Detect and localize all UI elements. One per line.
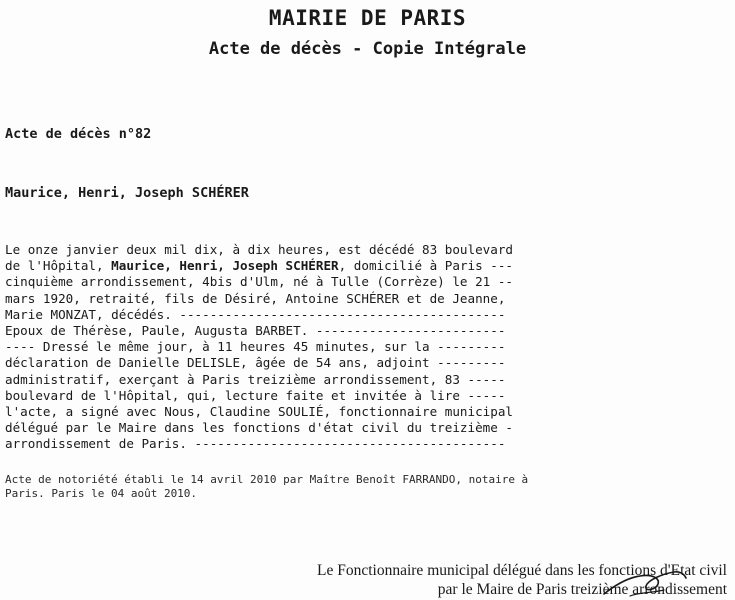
body-line: mars 1920, retraité, fils de Désiré, Antoine SCHÉRER et de Jeanne, — [5, 290, 506, 306]
note-line: Paris. Paris le 04 août 2010. — [5, 487, 198, 500]
body-line: ---- Dressé le même jour, à 11 heures 45 minutes, sur la --------- — [5, 339, 506, 355]
signature-caption-line2: par le Maire de Paris treizième arrondissement — [437, 581, 727, 598]
deceased-name-inline: Maurice, Henri, Joseph SCHÉRER — [111, 258, 339, 274]
note-line: Acte de notoriété établi le 14 avril 2010 par Maître Benoît FARRANDO, notaire à — [5, 473, 529, 486]
body-line — [5, 258, 615, 274]
document-title: MAIRIE DE PARIS — [268, 6, 467, 30]
body-line: Epoux de Thérèse, Paule, Augusta BARBET. ------------------------- — [5, 322, 506, 338]
body-line: déclaration de Danielle DELISLE, âgée de 54 ans, adjoint --------- — [5, 355, 506, 371]
body-line: l'acte, a signé avec Nous, Claudine SOULIÉ, fonctionnaire municipal — [5, 403, 513, 419]
body-line: administratif, exerçant à Paris treizième arrondissement, 83 ----- — [5, 371, 506, 387]
act-body — [5, 242, 615, 452]
body-line-text: de l'Hôpital, — [5, 258, 112, 274]
body-line: Le onze janvier deux mil dix, à dix heures, est décédé 83 boulevard — [5, 242, 513, 257]
body-line-text: , domicilié à Paris --- — [338, 258, 514, 274]
signature-caption-line1: Le Fonctionnaire municipal délégué dans les fonctions d'Etat civil — [317, 562, 727, 579]
body-line: Marie MONZAT, décédés. ------------------------------------------- — [5, 306, 506, 322]
body-line: arrondissement de Paris. ----------------------------------------- — [5, 436, 506, 452]
body-line: boulevard de l'Hôpital, qui, lecture faite et invitée à lire ----- — [5, 387, 506, 403]
body-line: cinquième arrondissement, 4bis d'Ulm, né à Tulle (Corrèze) le 21 -- — [5, 274, 513, 290]
deceased-full-name: Maurice, Henri, Joseph SCHÉRER — [5, 185, 249, 201]
document-subtitle: Acte de décès - Copie Intégrale — [208, 39, 527, 59]
body-line: délégué par le Maire dans les fonctions d'état civil du treizième - — [5, 420, 513, 436]
act-number: Acte de décès n°82 — [5, 126, 152, 142]
notary-note — [5, 473, 625, 501]
